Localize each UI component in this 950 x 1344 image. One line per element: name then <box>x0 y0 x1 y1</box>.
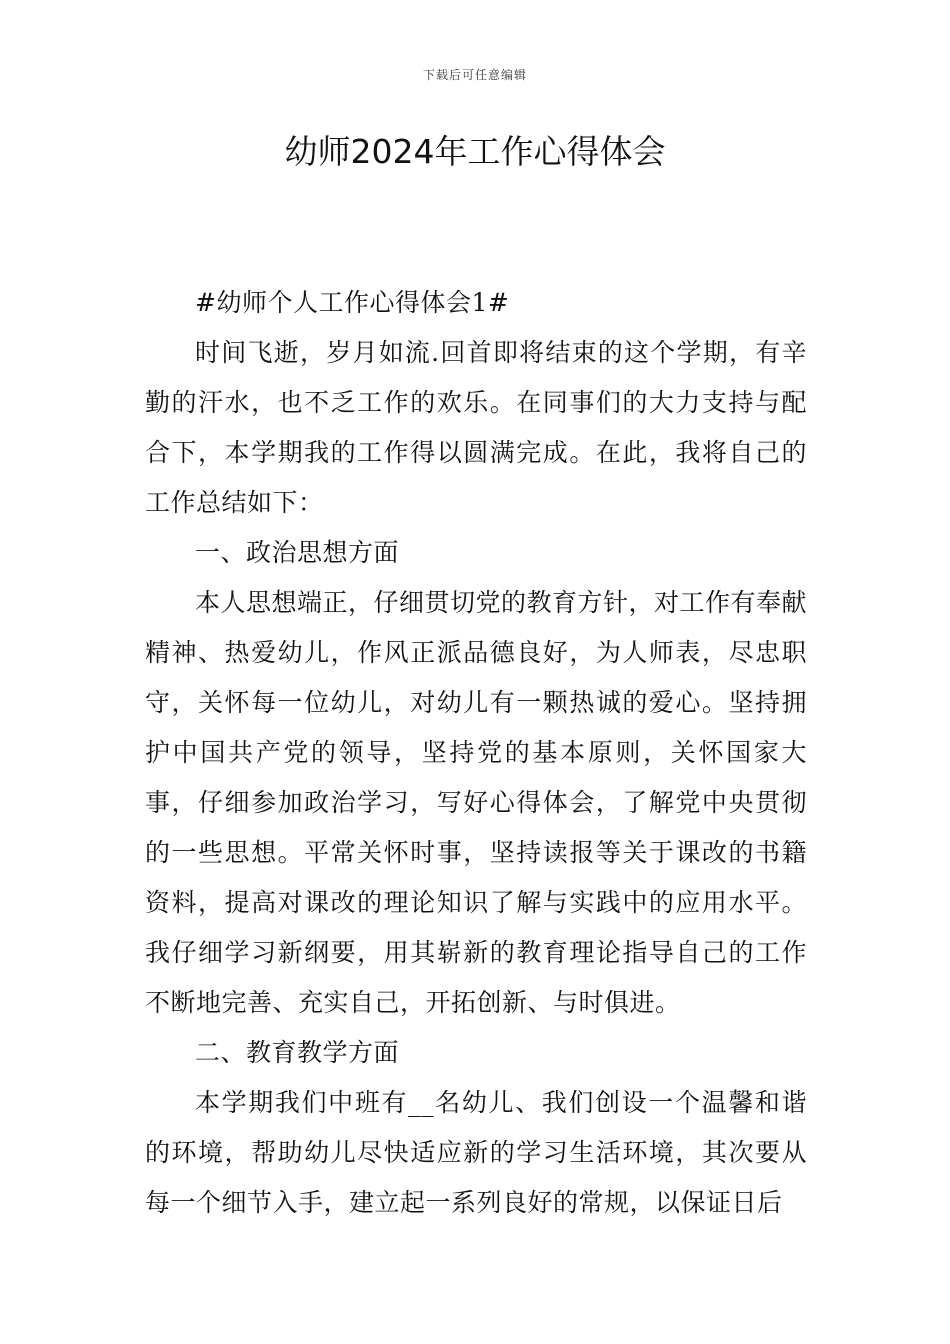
section-heading-teaching: 二、教育教学方面 <box>195 1038 400 1067</box>
teaching-paragraph: 本学期我们中班有__名幼儿、我们创设一个温馨和谐的环境，帮助幼儿尽快适应新的学习生活环境，其次要从每一个细节入手，建立起一系列良好的常规，以保证日后 <box>145 1088 807 1217</box>
section-heading-personal: #幼师个人工作心得体会1# <box>195 288 510 317</box>
document-body <box>145 278 807 1228</box>
header-note: 下载后可任意编辑 <box>422 68 527 82</box>
section-heading-political: 一、政治思想方面 <box>195 538 400 567</box>
document-title: 幼师2024年工作心得体会 <box>284 132 666 171</box>
intro-paragraph: 时间飞逝，岁月如流.回首即将结束的这个学期，有辛勤的汗水，也不乏工作的欢乐。在同事们的大力支持与配合下，本学期我的工作得以圆满完成。在此，我将自己的工作总结如下： <box>145 338 807 517</box>
political-paragraph: 本人思想端正，仔细贯切党的教育方针，对工作有奉献精神、热爱幼儿，作风正派品德良好，为人师表，尽忠职守，关怀每一位幼儿，对幼儿有一颗热诚的爱心。坚持拥护中国共产党的领导，坚持党的基本原则，关怀国家大事，仔细参加政治学习，写好心得体会，了解党中央贯彻的一些思想。平常关怀时事，坚持读报等关于课改的书籍资料，提高对课改的理论知识了解与实践中的应用水平。我仔细学习新纲要，用其崭新的教育理论指导自己的工作不断地完善、充实自己，开拓创新、与时俱进。 <box>145 588 808 1017</box>
